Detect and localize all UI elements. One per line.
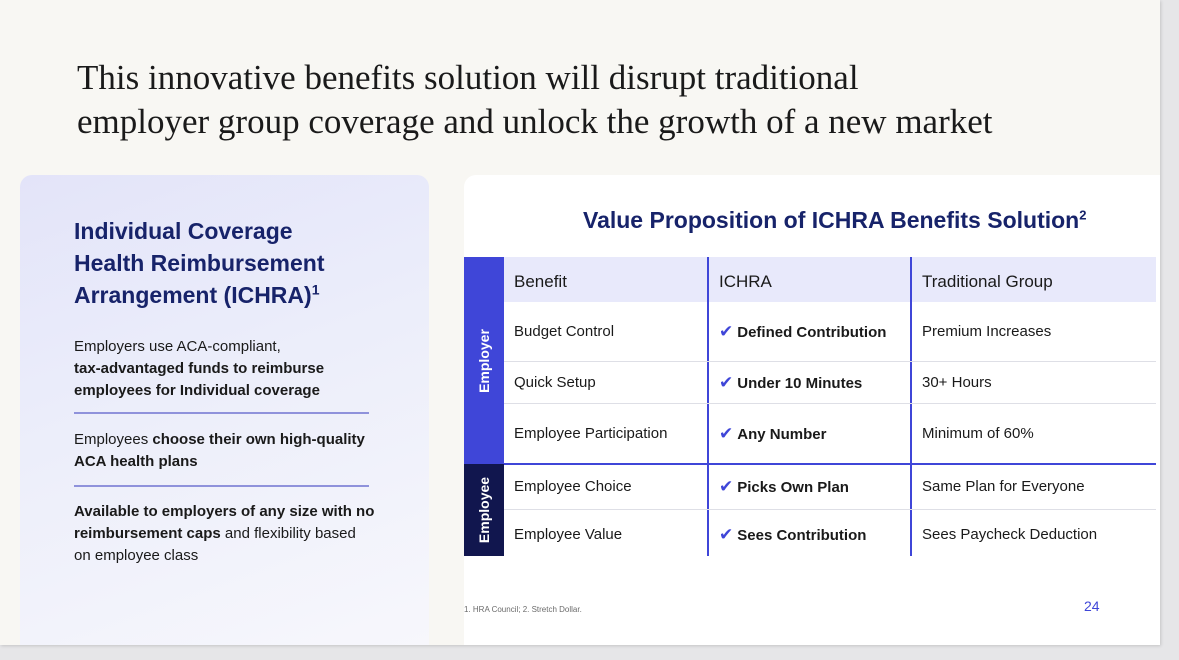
cell-ichra (719, 322, 886, 342)
ichra-title-line-3 (74, 279, 374, 311)
checkmark-icon: ✔ (719, 424, 734, 443)
ichra-point-funds-line-3 (74, 380, 374, 402)
ichra-point-choice-line-2 (74, 451, 374, 473)
ichra-point-funds-line-2-text: tax-advantaged funds to reimburse (74, 360, 325, 377)
ichra-point-choice-line-2-text: ACA health plans (74, 453, 198, 470)
table-header-row (504, 257, 1156, 302)
cell-traditional: Minimum of 60% (922, 425, 1034, 442)
ichra-point-availability-line-2-b: and flexibility based (220, 525, 356, 542)
ichra-point-availability (74, 501, 374, 567)
ichra-point-choice-line-1-a: Employees (74, 431, 153, 448)
ichra-point-funds-line-1: Employers use ACA-compliant, (74, 338, 281, 355)
row-divider (504, 361, 1156, 362)
ichra-summary-panel (20, 175, 429, 645)
column-header-benefit: Benefit (514, 272, 567, 291)
row-divider (504, 403, 1156, 404)
checkmark-icon: ✔ (719, 525, 734, 544)
checkmark-icon: ✔ (719, 373, 734, 392)
ichra-point-availability-line-3: on employee class (74, 547, 199, 564)
value-proposition-title-text: Value Proposition of ICHRA Benefits Solution (583, 207, 1080, 233)
ichra-point-choice-line-1-b: choose their own high-quality (152, 431, 365, 448)
column-header-ichra: ICHRA (719, 272, 772, 291)
ichra-point-funds (74, 336, 374, 402)
value-proposition-footnote-ref: 2 (1079, 207, 1087, 223)
column-divider (910, 257, 912, 556)
cell-benefit: Employee Choice (514, 478, 632, 495)
cell-traditional: Same Plan for Everyone (922, 478, 1085, 495)
cell-traditional: 30+ Hours (922, 374, 992, 391)
divider (74, 485, 369, 487)
cell-benefit: Quick Setup (514, 374, 596, 391)
cell-ichra (719, 525, 866, 545)
column-header-traditional-group: Traditional Group (922, 272, 1053, 291)
column-divider (707, 257, 709, 556)
group-label-employee-text: Employee (476, 476, 493, 544)
checkmark-icon: ✔ (719, 477, 734, 496)
group-label-employee (464, 464, 504, 556)
cell-ichra (719, 477, 849, 497)
checkmark-icon: ✔ (719, 322, 734, 341)
ichra-point-choice (74, 429, 374, 473)
slide-headline (77, 56, 993, 144)
cell-ichra-text: Any Number (737, 426, 827, 443)
ichra-point-choice-line-1 (74, 429, 374, 451)
page-number: 24 (1084, 598, 1100, 614)
cell-traditional: Sees Paycheck Deduction (922, 526, 1098, 543)
ichra-panel-title (74, 215, 374, 311)
ichra-point-funds-line-3-text: employees for Individual coverage (74, 382, 320, 399)
cell-ichra (719, 373, 862, 393)
ichra-point-availability-line-2-a: reimbursement caps (74, 525, 221, 542)
footnote: 1. HRA Council; 2. Stretch Dollar. (464, 605, 582, 614)
cell-benefit: Budget Control (514, 323, 615, 340)
ichra-title-line-2: Health Reimbursement (74, 250, 325, 276)
ichra-point-availability-line-1 (74, 501, 374, 523)
cell-ichra-text: Sees Contribution (737, 527, 867, 544)
cell-benefit: Employee Participation (514, 425, 668, 442)
cell-ichra (719, 424, 826, 444)
ichra-point-availability-line-1-text: Available to employers of any size with no (74, 503, 375, 520)
row-divider (504, 509, 1156, 510)
group-label-employer-text: Employer (476, 328, 492, 393)
headline-line-1: This innovative benefits solution will disrupt traditional (77, 58, 859, 97)
group-divider (504, 463, 1156, 465)
cell-benefit: Employee Value (514, 526, 623, 543)
cell-ichra-text: Picks Own Plan (737, 479, 849, 496)
value-proposition-title (583, 207, 1086, 234)
ichra-title-line-1: Individual Coverage (74, 218, 293, 244)
ichra-point-availability-line-2 (74, 523, 374, 545)
ichra-title-footnote-ref: 1 (311, 281, 320, 298)
cell-ichra-text: Under 10 Minutes (737, 375, 863, 392)
ichra-title-line-3-text: Arrangement (ICHRA) (74, 282, 312, 308)
divider (74, 412, 369, 414)
ichra-point-funds-line-2 (74, 358, 374, 380)
cell-ichra-text: Defined Contribution (737, 324, 887, 341)
group-label-employer (464, 257, 504, 464)
headline-line-2: employer group coverage and unlock the growth of a new market (77, 102, 993, 141)
value-proposition-panel (464, 175, 1160, 645)
cell-traditional: Premium Increases (922, 323, 1052, 340)
